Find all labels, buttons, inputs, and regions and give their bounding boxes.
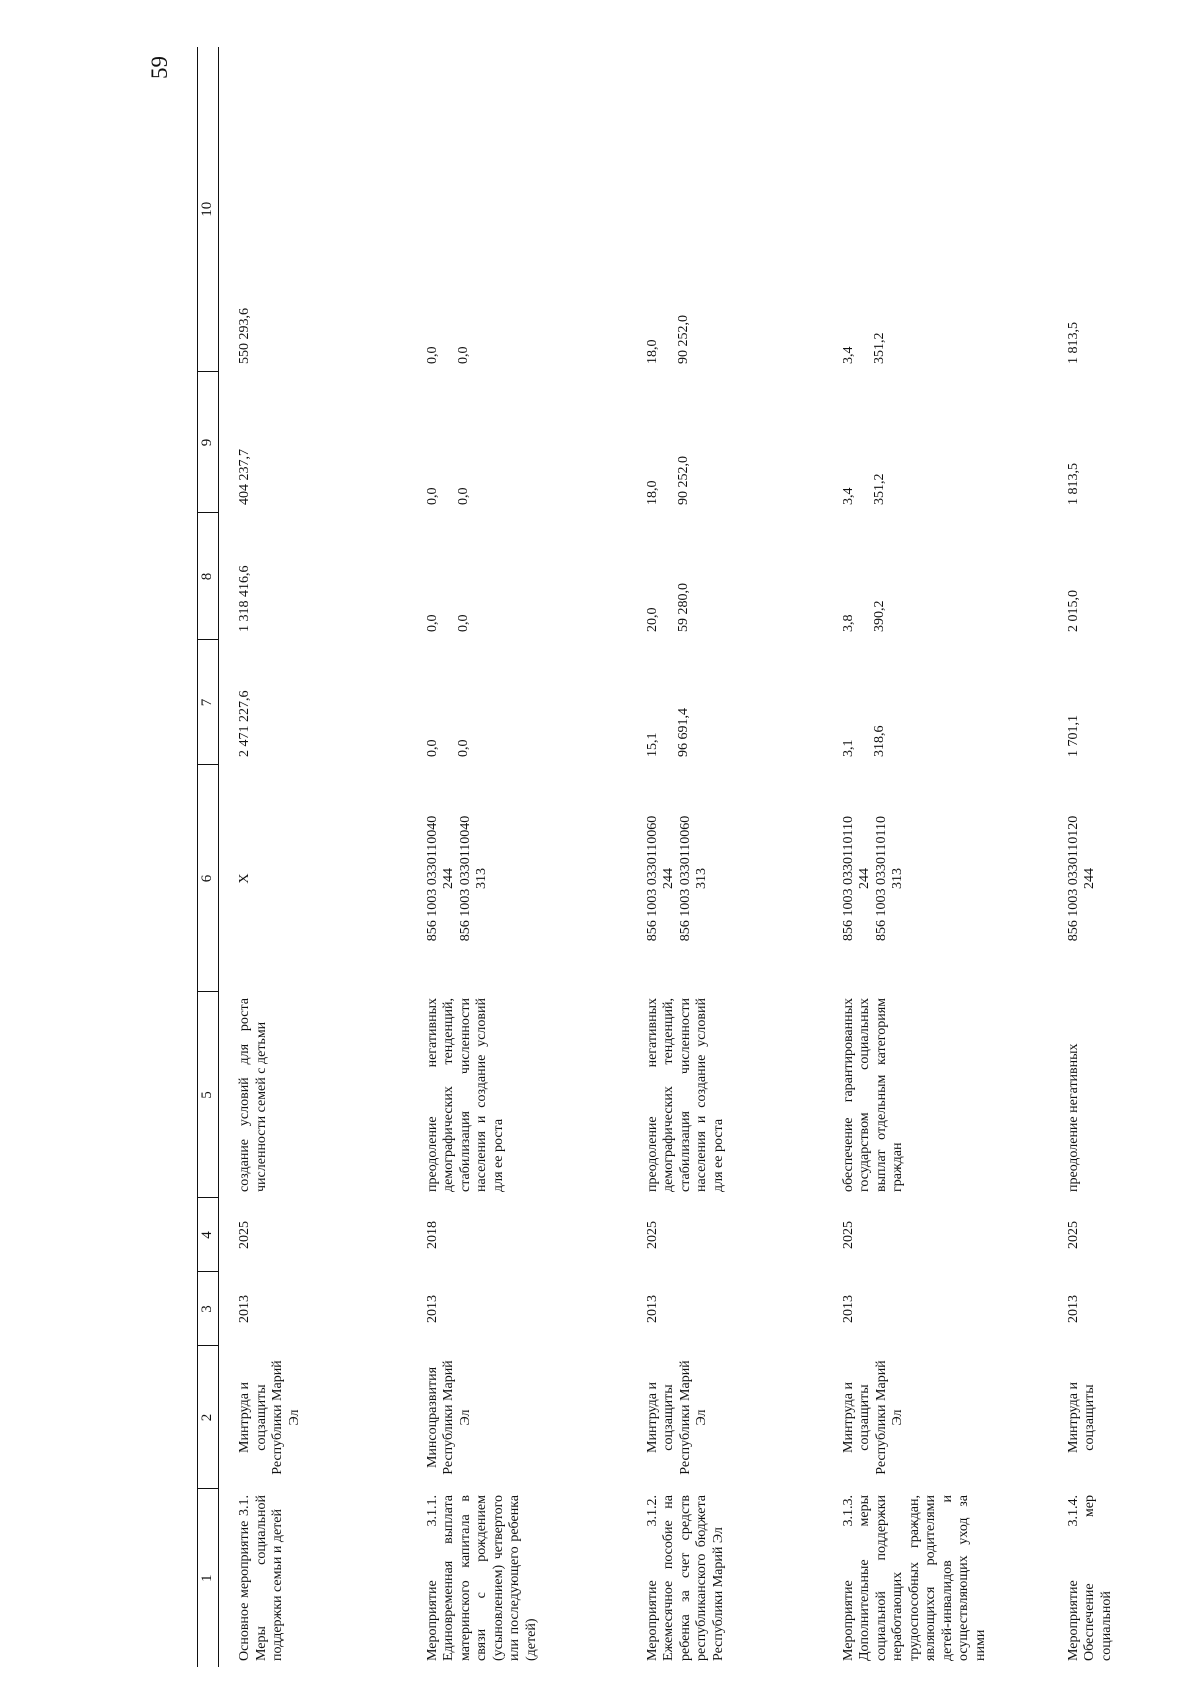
column-header: 3 <box>198 1272 219 1346</box>
start-year-cell: 2013 <box>424 1295 440 1323</box>
event-cell: Мероприятие 3.1.1. Единовременная выплата материнского капитала в связи с рождением (усыновлением) четвертого или последующего ребенка (детей) <box>424 1495 539 1661</box>
value: 20,0 <box>644 607 660 632</box>
value: 0,0 <box>424 487 440 505</box>
value: 18,0 <box>644 339 660 364</box>
value: 2 015,0 <box>1065 590 1081 632</box>
value: 15,1 <box>644 732 660 757</box>
column-header: 4 <box>198 1198 219 1272</box>
budget-code: 856 1003 0330110110 <box>840 816 856 941</box>
table-row <box>407 47 627 1667</box>
value-cell <box>823 513 1048 640</box>
end-year-cell: 2018 <box>424 1221 440 1249</box>
value-cell <box>219 640 407 765</box>
end-year-cell: 2025 <box>644 1221 660 1249</box>
value-cell <box>407 372 627 513</box>
start-year-cell: 2013 <box>840 1295 856 1323</box>
value: 0,0 <box>456 487 472 505</box>
event-cell: Мероприятие 3.1.2. Ежемесячное пособие на ребенка за счет средств республиканского бюджета Республики Марий Эл <box>644 1495 726 1661</box>
value: 0,0 <box>456 614 472 632</box>
value: 318,6 <box>872 725 888 757</box>
event-cell: Мероприятие 3.1.3. Дополнительные меры социальной поддержки неработающих трудоспособных граждан, являющихся родителями детей-инвалидов и осуществляющих уход за ними <box>840 1495 988 1661</box>
value: 0,0 <box>456 346 472 364</box>
value: 390,2 <box>872 600 888 632</box>
value: 0,0 <box>424 346 440 364</box>
value: 2 471 227,6 <box>237 690 252 757</box>
value-cell <box>627 47 823 372</box>
value-cell <box>1048 513 1128 640</box>
value: 404 237,7 <box>237 449 252 505</box>
budget-code: 856 1003 0330110060 <box>677 815 693 942</box>
table-row <box>627 47 823 1667</box>
value: 3,8 <box>840 614 856 632</box>
budget-code: 856 1003 0330110110 <box>873 816 889 941</box>
value: 0,0 <box>424 614 440 632</box>
executor-cell: Минтруда и соцзащиты Республики Марий Эл <box>237 1360 302 1475</box>
budget-code: 856 1003 0330110040 <box>424 815 440 942</box>
table-row <box>219 47 407 1667</box>
value-cell <box>823 47 1048 372</box>
budget-code: Х <box>237 873 252 884</box>
value-cell <box>1048 640 1128 765</box>
value-cell <box>219 47 407 372</box>
value-cell <box>407 513 627 640</box>
table-row <box>1048 47 1128 1667</box>
value-cell <box>627 513 823 640</box>
column-header: 6 <box>198 765 219 992</box>
value: 3,1 <box>840 739 856 757</box>
value-cell <box>219 513 407 640</box>
executor-cell: Минтруда и соцзащиты <box>1065 1382 1098 1453</box>
value: 0,0 <box>424 739 440 757</box>
value: 90 252,0 <box>676 456 692 505</box>
budget-code: 244 <box>441 868 457 889</box>
value-cell <box>627 372 823 513</box>
budget-code-cell <box>823 765 1048 992</box>
value: 351,2 <box>872 332 888 364</box>
value: 550 293,6 <box>237 308 252 364</box>
start-year-cell: 2013 <box>1065 1295 1081 1323</box>
result-cell: создание условий для роста численности семей с детьми <box>237 998 269 1192</box>
budget-code: 856 1003 0330110040 <box>457 815 473 942</box>
column-header: 1 <box>198 1489 219 1667</box>
column-header: 9 <box>198 372 219 513</box>
value-cell <box>823 640 1048 765</box>
budget-code: 244 <box>1082 868 1098 889</box>
executor-cell: Минтруда и соцзащиты Республики Марий Эл <box>840 1360 906 1475</box>
start-year-cell: 2013 <box>237 1295 252 1323</box>
budget-code: 313 <box>890 868 906 889</box>
column-header: 10 <box>198 47 219 372</box>
executor-cell: Минсоцразвития Республики Марий Эл <box>424 1360 473 1475</box>
column-number-row <box>198 47 219 1667</box>
value: 18,0 <box>644 480 660 505</box>
start-year-cell: 2013 <box>644 1295 660 1323</box>
result-cell: преодоление негативных <box>1065 1043 1081 1192</box>
budget-code-cell <box>219 765 407 992</box>
result-cell: обеспечение гарантированных государством социальных выплат отдельным категориям граждан <box>840 998 906 1192</box>
value-cell <box>1048 372 1128 513</box>
end-year-cell: 2025 <box>840 1221 856 1249</box>
value: 96 691,4 <box>676 708 692 757</box>
event-cell: Основное мероприятие 3.1. Меры социальной поддержки семьи и детей <box>237 1495 286 1661</box>
value: 3,4 <box>840 487 856 505</box>
column-header: 2 <box>198 1346 219 1489</box>
budget-code-cell <box>1048 765 1128 992</box>
value: 1 813,5 <box>1065 463 1081 505</box>
value: 1 318 416,6 <box>237 565 252 632</box>
page-number: 59 <box>147 56 172 79</box>
budget-code: 856 1003 0330110120 <box>1065 815 1081 942</box>
budget-code: 313 <box>694 868 710 889</box>
value-cell <box>823 372 1048 513</box>
value-cell <box>1048 47 1128 372</box>
event-cell: Мероприятие 3.1.4. Обеспечение мер социальной <box>1065 1495 1114 1661</box>
column-header: 5 <box>198 992 219 1198</box>
value: 0,0 <box>456 739 472 757</box>
value-cell <box>407 47 627 372</box>
budget-code: 244 <box>661 868 677 889</box>
value-cell <box>627 640 823 765</box>
budget-code: 856 1003 0330110060 <box>644 815 660 942</box>
value: 1 701,1 <box>1065 715 1081 757</box>
executor-cell: Минтруда и соцзащиты Республики Марий Эл <box>644 1360 710 1475</box>
budget-code: 244 <box>857 868 873 889</box>
program-table <box>197 47 1128 1667</box>
value: 351,2 <box>872 473 888 505</box>
column-header: 7 <box>198 640 219 765</box>
end-year-cell: 2025 <box>237 1221 252 1249</box>
end-year-cell: 2025 <box>1065 1221 1081 1249</box>
value: 1 813,5 <box>1065 322 1081 364</box>
value: 59 280,0 <box>676 583 692 632</box>
budget-code: 313 <box>474 868 490 889</box>
value-cell <box>407 640 627 765</box>
value: 90 252,0 <box>676 315 692 364</box>
result-cell: преодоление негативных демографических тенденций, стабилизация численности населения и создание условий для ее роста <box>424 998 506 1192</box>
value-cell <box>219 372 407 513</box>
budget-code-cell <box>627 765 823 992</box>
table-row <box>823 47 1048 1667</box>
budget-code-cell <box>407 765 627 992</box>
column-header: 8 <box>198 513 219 640</box>
result-cell: преодоление негативных демографических тенденций, стабилизация численности населения и создание условий для ее роста <box>644 998 726 1192</box>
value: 3,4 <box>840 346 856 364</box>
